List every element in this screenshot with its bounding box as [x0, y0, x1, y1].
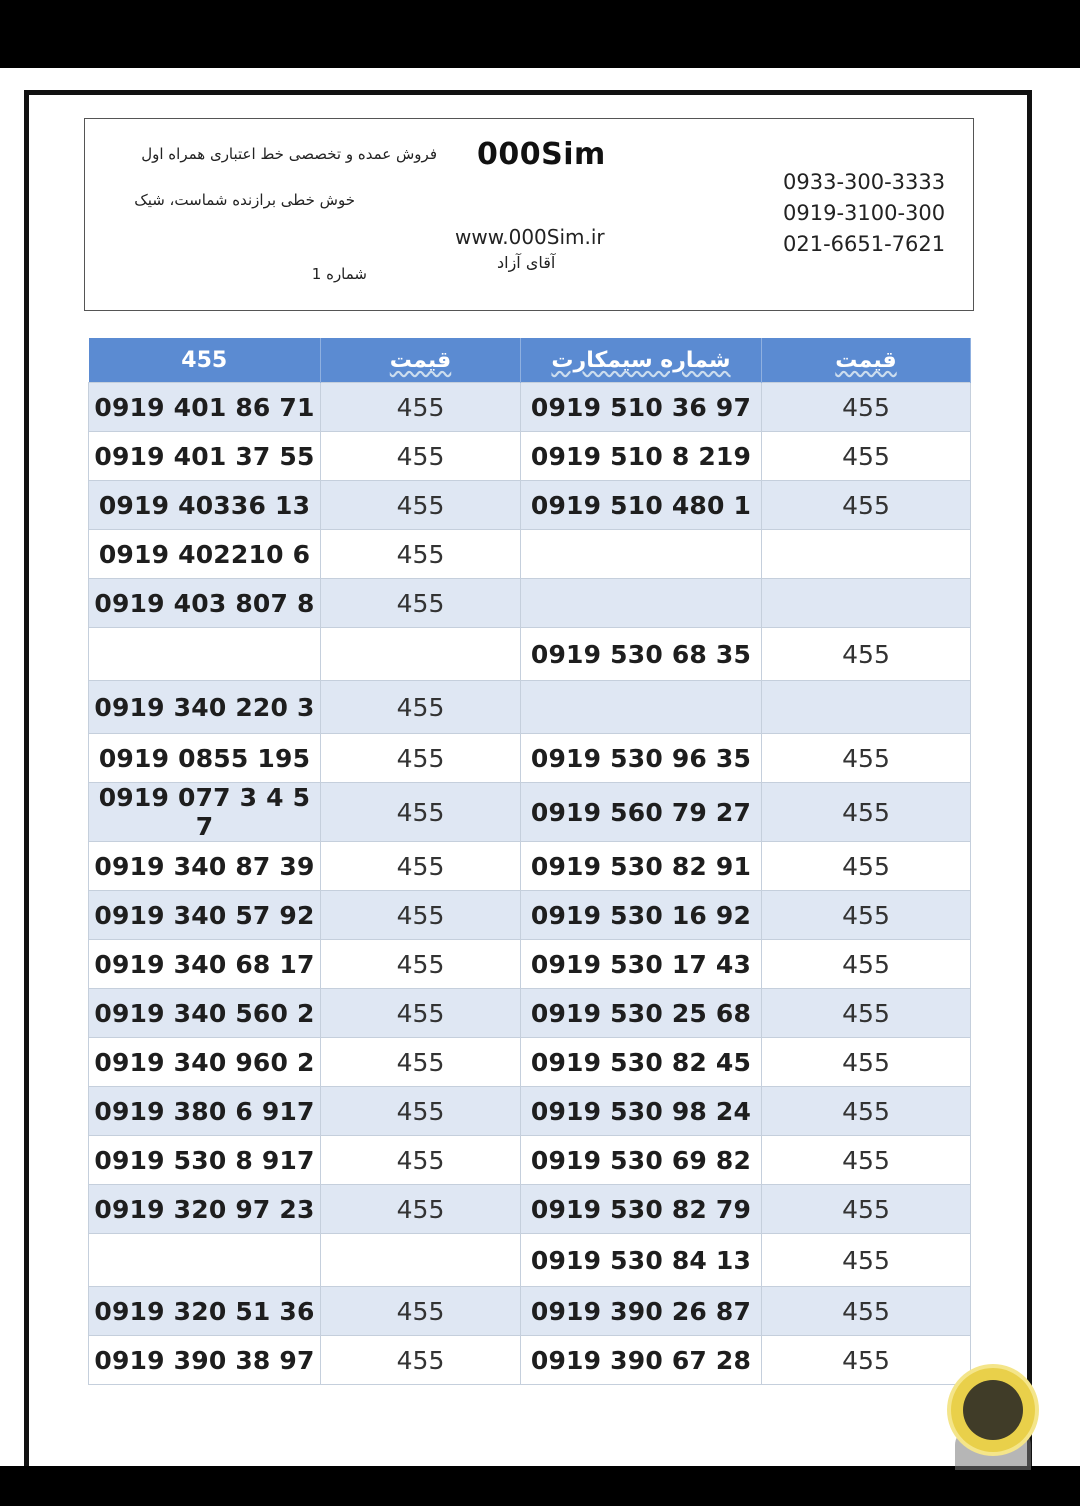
phone-list: [783, 167, 945, 260]
sim-number-cell: 0919 340 560 2: [89, 989, 321, 1038]
sim-price-table: [88, 338, 971, 1385]
price-cell: 455: [321, 1287, 521, 1336]
table-row: [89, 681, 971, 734]
phone-number: 021-6651-7621: [783, 232, 946, 256]
price-cell: 455: [321, 1185, 521, 1234]
header-cell-left-price: 455: [89, 338, 321, 383]
price-cell: [321, 1234, 521, 1287]
price-cell: 455: [762, 481, 971, 530]
sim-number-cell: 0919 390 67 28: [521, 1336, 762, 1385]
header-cell-sim-number: شماره سیمکارت: [521, 338, 762, 383]
sim-number-cell: 0919 510 36 97: [521, 383, 762, 432]
sim-number-cell: 0919 380 6 917: [89, 1087, 321, 1136]
sim-number-cell: 0919 402210 6: [89, 530, 321, 579]
price-cell: 455: [762, 1136, 971, 1185]
price-cell: [762, 530, 971, 579]
tagline-secondary: خوش خطی برازنده شماست، شیک: [134, 191, 355, 209]
price-cell: 455: [762, 891, 971, 940]
price-cell: 455: [762, 628, 971, 681]
price-cell: 455: [762, 1234, 971, 1287]
sim-number-cell: 0919 0855 195: [89, 734, 321, 783]
table-row: [89, 1287, 971, 1336]
table-row: [89, 891, 971, 940]
sim-number-cell: 0919 401 86 71: [89, 383, 321, 432]
price-cell: 455: [762, 1038, 971, 1087]
sim-number-cell: [521, 530, 762, 579]
price-cell: 455: [321, 681, 521, 734]
price-cell: 455: [321, 1336, 521, 1385]
header-cell-price-right: قیمت: [762, 338, 971, 383]
text-scan-button[interactable]: [951, 1368, 1035, 1452]
sim-number-cell: [521, 681, 762, 734]
price-cell: 455: [762, 1185, 971, 1234]
price-cell: 455: [321, 432, 521, 481]
sim-number-cell: 0919 530 17 43: [521, 940, 762, 989]
table-header-row: [89, 338, 971, 383]
table-row: [89, 940, 971, 989]
sim-number-cell: 0919 340 220 3: [89, 681, 321, 734]
sim-number-cell: 0919 403 807 8: [89, 579, 321, 628]
table-row: [89, 432, 971, 481]
price-cell: 455: [321, 481, 521, 530]
sim-number-cell: 0919 40336 13: [89, 481, 321, 530]
price-cell: 455: [762, 842, 971, 891]
sim-number-cell: 0919 530 82 45: [521, 1038, 762, 1087]
price-cell: 455: [321, 530, 521, 579]
sim-number-cell: 0919 530 68 35: [521, 628, 762, 681]
price-cell: 455: [321, 383, 521, 432]
table-row: [89, 1038, 971, 1087]
phone-number: 0933-300-3333: [783, 170, 946, 194]
price-cell: 455: [321, 1038, 521, 1087]
price-cell: 455: [762, 734, 971, 783]
sim-number-cell: [521, 579, 762, 628]
sim-number-cell: 0919 530 25 68: [521, 989, 762, 1038]
price-cell: 455: [762, 1087, 971, 1136]
table-row: [89, 481, 971, 530]
price-cell: 455: [762, 940, 971, 989]
sim-number-cell: 0919 510 480 1: [521, 481, 762, 530]
price-cell: [762, 579, 971, 628]
sim-number-cell: 0919 560 79 27: [521, 783, 762, 842]
table-row: [89, 734, 971, 783]
price-cell: 455: [321, 842, 521, 891]
tagline-primary: فروش عمده و تخصصی خط اعتباری همراه اول: [141, 145, 437, 163]
sim-number-cell: [89, 628, 321, 681]
price-cell: 455: [321, 783, 521, 842]
sim-number-cell: 0919 530 82 79: [521, 1185, 762, 1234]
sim-number-cell: 0919 530 98 24: [521, 1087, 762, 1136]
table-row: [89, 530, 971, 579]
sim-number-cell: 0919 320 97 23: [89, 1185, 321, 1234]
sim-number-cell: 0919 530 96 35: [521, 734, 762, 783]
table-row: [89, 579, 971, 628]
website-text: www.000Sim.ir: [455, 225, 605, 249]
sim-number-cell: 0919 077 3 4 5 7: [89, 783, 321, 842]
sim-number-cell: 0919 340 57 92: [89, 891, 321, 940]
sim-number-cell: 0919 390 26 87: [521, 1287, 762, 1336]
manager-name: آقای آزاد: [497, 253, 556, 272]
sim-number-cell: 0919 340 960 2: [89, 1038, 321, 1087]
price-cell: 455: [321, 579, 521, 628]
sim-number-cell: [89, 1234, 321, 1287]
sim-number-cell: 0919 530 16 92: [521, 891, 762, 940]
table-row: [89, 383, 971, 432]
sim-number-cell: 0919 530 82 91: [521, 842, 762, 891]
scan-icon: [963, 1380, 1023, 1440]
phone-number: 0919-3100-300: [783, 201, 946, 225]
price-cell: 455: [321, 1136, 521, 1185]
price-cell: 455: [321, 734, 521, 783]
table-row: [89, 1136, 971, 1185]
table-row: [89, 1185, 971, 1234]
table-row: [89, 628, 971, 681]
header-cell-price: قیمت: [321, 338, 521, 383]
sim-number-cell: 0919 320 51 36: [89, 1287, 321, 1336]
price-cell: 455: [762, 432, 971, 481]
table-row: [89, 783, 971, 842]
sim-number-cell: 0919 401 37 55: [89, 432, 321, 481]
price-cell: 455: [762, 989, 971, 1038]
price-cell: 455: [321, 989, 521, 1038]
table-row: [89, 989, 971, 1038]
table-row: [89, 1234, 971, 1287]
header-box: [84, 118, 974, 311]
price-cell: 455: [321, 891, 521, 940]
price-cell: [321, 628, 521, 681]
price-cell: 455: [762, 383, 971, 432]
sim-number-cell: 0919 530 84 13: [521, 1234, 762, 1287]
price-cell: 455: [762, 1336, 971, 1385]
sim-number-cell: 0919 340 68 17: [89, 940, 321, 989]
price-cell: 455: [321, 940, 521, 989]
sim-number-cell: 0919 510 8 219: [521, 432, 762, 481]
table-row: [89, 1087, 971, 1136]
price-cell: 455: [321, 1087, 521, 1136]
sim-number-cell: 0919 530 69 82: [521, 1136, 762, 1185]
sim-number-cell: 0919 340 87 39: [89, 842, 321, 891]
price-cell: 455: [762, 1287, 971, 1336]
sim-number-cell: 0919 530 8 917: [89, 1136, 321, 1185]
issue-number: شماره 1: [311, 265, 367, 283]
table-row: [89, 1336, 971, 1385]
sim-number-cell: 0919 390 38 97: [89, 1336, 321, 1385]
brand-title: 000Sim: [477, 137, 606, 172]
price-cell: [762, 681, 971, 734]
table-row: [89, 842, 971, 891]
price-cell: 455: [762, 783, 971, 842]
